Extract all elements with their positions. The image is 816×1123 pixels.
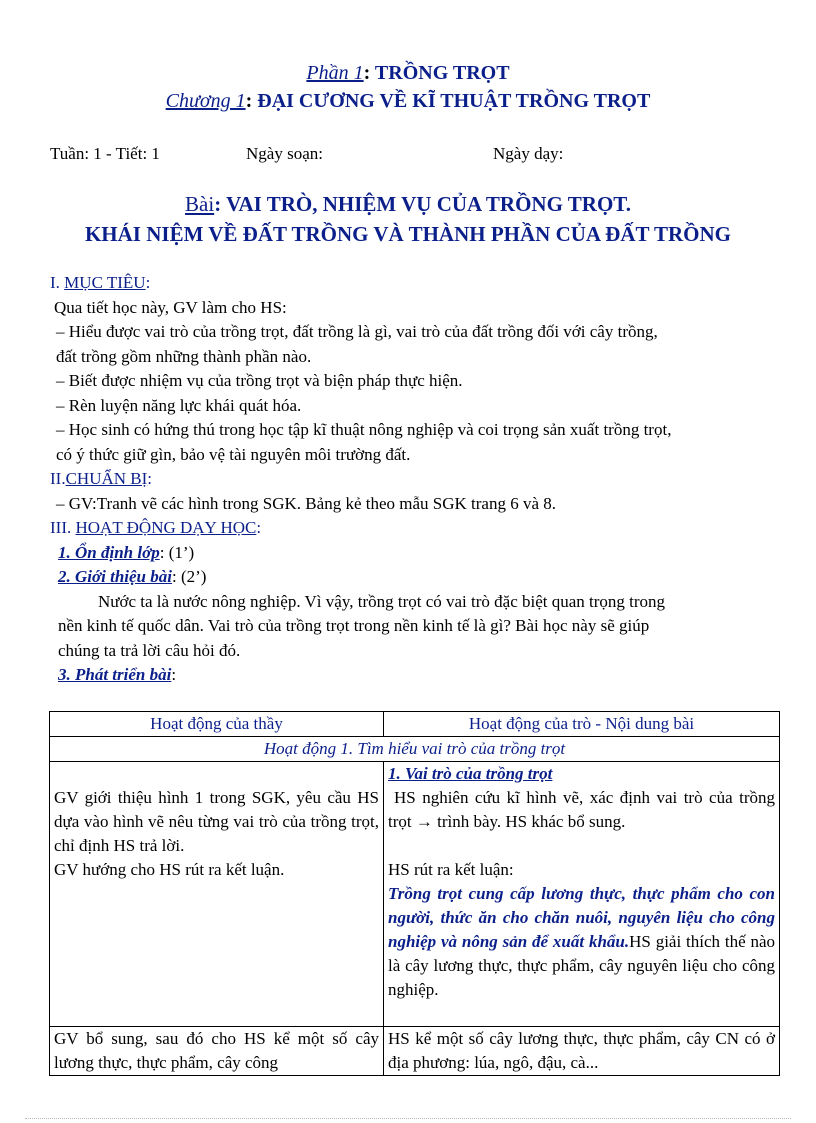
teacher-cell: GV bổ sung, sau đó cho HS kể một số cây lương thực, thực phẩm, cây công [50, 1027, 384, 1076]
student-conclusion: Trồng trọt cung cấp lương thực, thực phẩm cho con người, thức ăn cho chăn nuôi, nguyên liệu cho công nghiệp và nông sản để xuất khẩu. [388, 884, 775, 951]
objective-item: – Biết được nhiệm vụ của trồng trọt và biện pháp thực hiện. [56, 371, 463, 390]
preparation-title: CHUẨN BỊ [65, 469, 148, 488]
objectives-intro: Qua tiết học này, GV làm cho HS: [54, 298, 287, 317]
preparation-item: – GV:Tranh vẽ các hình trong SGK. Bảng kẻ theo mẫu SGK trang 6 và 8. [56, 494, 557, 513]
step-3-label: 3. Phát triển bài [58, 665, 172, 684]
student-section-heading: 1. Vai trò của trồng trọt [388, 764, 553, 783]
activity-table [49, 711, 780, 1076]
lesson-label: Bài [185, 192, 215, 216]
lesson-title-1: VAI TRÒ, NHIỆM VỤ CỦA TRỒNG TRỌT. [226, 192, 631, 216]
lesson-sep: : [214, 192, 227, 216]
chapter-label: Chương 1 [165, 90, 246, 112]
objective-item: – Rèn luyện năng lực khái quát hóa. [56, 396, 302, 415]
lesson-title-line2: KHÁI NIỆM VỀ ĐẤT TRỒNG VÀ THÀNH PHẦN CỦA ĐẤT TRỒNG [84, 222, 732, 246]
teacher-paragraph: GV hướng cho HS rút ra kết luận. [54, 860, 285, 879]
objective-item: đất trồng gồm những thành phần nào. [56, 347, 312, 366]
part-sep: : [363, 62, 375, 84]
teacher-cell [50, 762, 384, 1027]
teacher-paragraph: GV giới thiệu hình 1 trong SGK, yêu cầu HS dựa vào hình vẽ nêu từng vai trò của trồng trọt, chỉ định HS trả lời. [54, 788, 379, 855]
activity-1-title: Hoạt động 1. Tìm hiểu vai trò của trồng trọt [50, 737, 780, 762]
activities-num: III. [50, 518, 76, 537]
step-3 [58, 665, 176, 685]
week-info: Tuần: 1 - Tiết: 1 [50, 144, 160, 163]
student-paragraph: HS nghiên cứu kĩ hình vẽ, xác định vai trò của trồng trọt → trình bày. HS khác bổ sung. [388, 788, 775, 831]
table-row [50, 1027, 780, 1076]
preparation-num: II. [50, 469, 66, 488]
chapter-sep: : [245, 90, 258, 112]
prep-date: Ngày soạn: [246, 144, 323, 163]
objective-item: – Hiểu được vai trò của trồng trọt, đất trồng là gì, vai trò của đất trồng đối với cây trồng, [56, 322, 658, 341]
intro-line: chúng ta trả lời câu hỏi đó. [58, 641, 241, 660]
objectives-num: I. [50, 273, 65, 292]
teacher-column-header: Hoạt động của thầy [50, 712, 384, 737]
activities-heading [50, 518, 261, 538]
objectives-title: MỤC TIÊU [64, 273, 146, 292]
table-row [50, 762, 780, 1027]
step-2 [58, 567, 206, 587]
objective-item: có ý thức giữ gìn, bảo vệ tài nguyên môi trường đất. [56, 445, 411, 464]
activities-colon: : [256, 518, 262, 537]
student-paragraph: HS rút ra kết luận: [388, 860, 514, 879]
preparation-colon: : [147, 469, 153, 488]
chapter-title: ĐẠI CƯƠNG VỀ KĨ THUẬT TRỒNG TRỌT [257, 90, 651, 112]
objectives-heading [50, 273, 150, 293]
step-1 [58, 543, 194, 563]
student-paragraph [388, 882, 775, 1002]
objectives-colon: : [145, 273, 151, 292]
table-header-row [50, 712, 780, 737]
intro-line: Nước ta là nước nông nghiệp. Vì vậy, trồng trọt có vai trò đặc biệt quan trọng trong [98, 592, 666, 611]
step-3-colon: : [171, 665, 177, 684]
step-1-label: 1. Ổn định lớp [58, 543, 160, 562]
student-column-header: Hoạt động của trò - Nội dung bài [384, 712, 780, 737]
step-2-label: 2. Giới thiệu bài [58, 567, 172, 586]
activities-title: HOẠT ĐỘNG DẠY HỌC [75, 518, 257, 537]
part-heading [0, 62, 816, 85]
student-cell: HS kể một số cây lương thực, thực phẩm, cây CN có ở địa phương: lúa, ngô, đậu, cà... [384, 1027, 780, 1076]
teach-date: Ngày dạy: [493, 144, 564, 163]
step-1-time: : (1’) [159, 543, 195, 562]
student-cell [384, 762, 780, 1027]
preparation-heading [50, 469, 152, 489]
part-label: Phần 1 [306, 62, 364, 84]
page-footer-divider [25, 1118, 791, 1119]
student-explanation: HS giải thích thế nào là cây lương thực, thực phẩm, cây nguyên liệu cho công nghiệp. [388, 932, 776, 999]
lesson-title-line1 [0, 192, 816, 217]
chapter-heading [0, 90, 816, 113]
objective-item: – Học sinh có hứng thú trong học tập kĩ thuật nông nghiệp và coi trọng sản xuất trồng trọt, [56, 420, 672, 439]
intro-line: nền kinh tế quốc dân. Vai trò của trồng trọt trong nền kinh tế là gì? Bài học này sẽ giúp [58, 616, 650, 635]
step-2-time: : (2’) [171, 567, 207, 586]
part-title: TRỒNG TRỌT [374, 62, 510, 84]
activity-title-row [50, 737, 780, 762]
